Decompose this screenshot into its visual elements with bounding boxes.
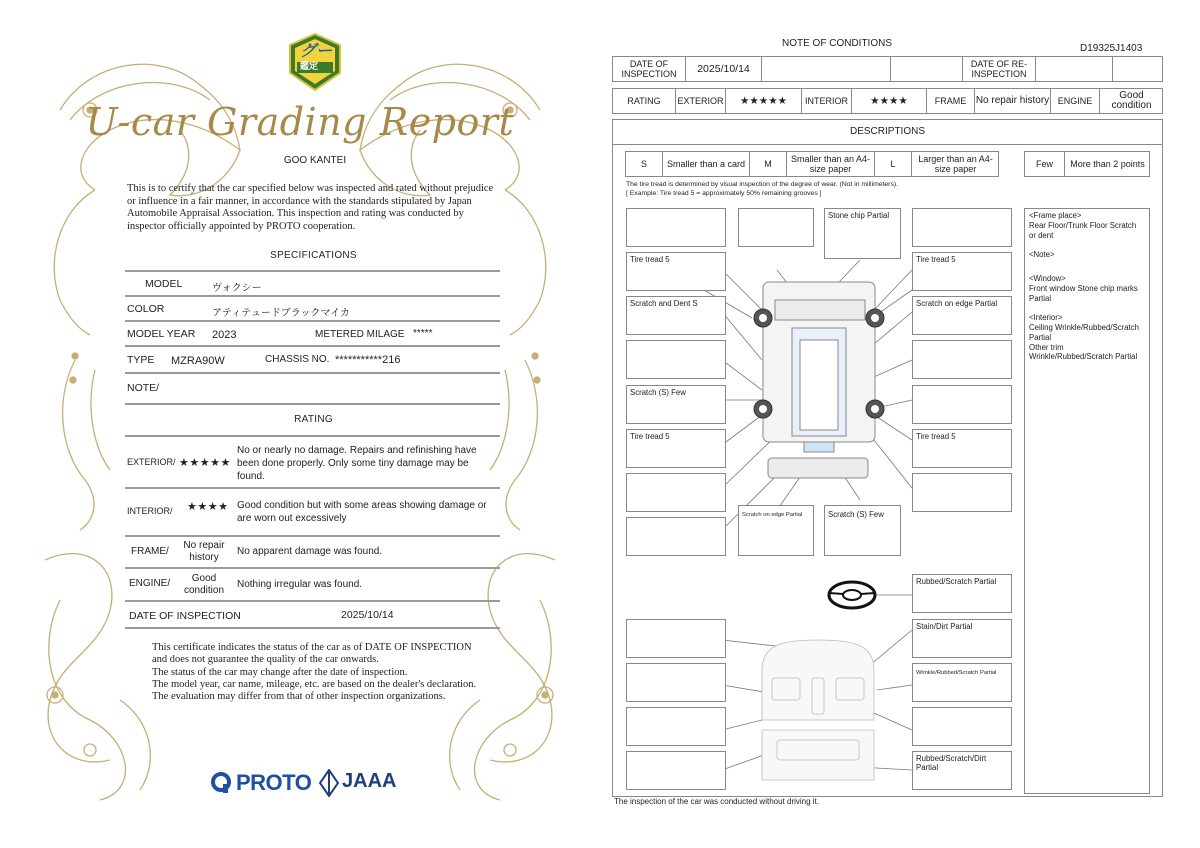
legend-few-text: More than 2 points [1070,159,1145,169]
spec-row-model-year [125,322,500,347]
certificate-intro: This is to certify that the car specified below was inspected and rated without prejudice or influence in a fair manner, in accordance with the standards stipulated by Japan Automobile Appraisal Association. This inspection and rating was conducted by inspector officially appointed by PROTO cooperation. [127,183,494,232]
damage-box-left-front-tire: Tire tread 5 [626,252,726,291]
inspection-date-value: 2025/10/14 [341,609,394,621]
engine-label: ENGINE/ [129,578,171,589]
disclaimer-line: The evaluation may differ from that of other inspection organizations. [152,691,446,703]
proto-logo-icon [210,771,232,795]
rating-row-interior [125,489,500,537]
disclaimer-line: The model year, car name, mileage, etc. are based on the dealer's declaration. [152,678,477,690]
inspection-date-label: DATE OF INSPECTION [129,610,241,622]
tire-note [626,180,898,198]
engine-value: Good condition [183,573,225,596]
damage-box [912,208,1012,247]
damage-box [912,707,1012,746]
note-label: NOTE/ [127,382,160,394]
certificate-title: U-car Grading Report [85,100,515,144]
type-value: MZRA90W [171,355,225,367]
damage-box [626,663,726,702]
chassis-value: ***********216 [335,354,401,366]
proto-logo-text: PROTO [236,770,312,795]
note-heading: <Note> [1029,250,1055,260]
jaaa-logo-icon [319,769,339,797]
damage-box-left-front-door: Scratch and Dent S [626,296,726,335]
empty-cell [762,57,891,81]
inspection-date-table [612,56,1163,82]
legend-m-key: M [750,152,787,176]
damage-box [626,340,726,379]
damage-box [912,340,1012,379]
type-label: TYPE [127,354,155,366]
frame-place-heading: <Frame place> [1029,211,1082,220]
exterior-stars: ★★★★★ [726,89,802,113]
interior-stars: ★★★★ [187,501,229,513]
rating-table [612,88,1163,114]
frame-value: No repair history [183,540,225,563]
date-inspection-value: 2025/10/14 [686,57,762,81]
date-reinspection-label: DATE OF RE-INSPECTION [963,57,1036,81]
interior-heading: <Interior> [1029,313,1063,323]
empty-cell [1113,57,1163,81]
legend-l-text: Larger than an A4-size paper [918,154,993,174]
damage-box [626,707,726,746]
engine-value: Good condition [1111,90,1152,111]
tire-note-line: [ Example: Tire tread 5 = approximately 50% remaining grooves ] [626,190,822,197]
exterior-stars: ★★★★★ [179,457,231,469]
damage-box [626,751,726,790]
tire-note-line: The tire tread is determined by visual inspection of the degree of wear. (Not in millimeters). [626,181,898,188]
mileage-value: ***** [413,328,433,339]
certificate-disclaimer [152,642,482,703]
damage-box-right-front-tire: Tire tread 5 [912,252,1012,291]
empty-cell [891,57,963,81]
damage-box [626,619,726,658]
damage-box [738,208,814,247]
legend-few-key: Few [1025,152,1065,176]
specifications-heading: SPECIFICATIONS [270,250,357,261]
model-label: MODEL [145,278,183,290]
spec-row-color [125,297,500,322]
damage-box [912,385,1012,424]
rating-row-engine [125,569,500,602]
frame-label: FRAME [927,89,975,113]
model-value: ヴォクシー [212,283,262,294]
mileage-label: METERED MILAGE [315,329,405,340]
interior-stars: ★★★★ [852,89,927,113]
damage-box-interior-seat: Wrinkle/Rubbed/Scratch Partial [912,663,1012,702]
damage-box [626,517,726,556]
disclaimer-line: This certificate indicates the status of the car as of DATE OF INSPECTION and does not guarantee the quality of the car onwards. [152,642,472,666]
frame-place-text: Rear Floor/Trunk Floor Scratch or dent [1029,220,1137,240]
damage-box-right-rear-tire: Tire tread 5 [912,429,1012,468]
damage-box-top-windshield: Stone chip Partial [824,208,901,259]
descriptions-heading: DESCRIPTIONS [612,119,1163,145]
size-legend [625,151,999,177]
chassis-label: CHASSIS NO. [265,354,330,365]
interior-description: Good condition but with some areas showing damage or are worn out excessively [237,500,487,524]
damage-box-interior-front: Stain/Dirt Partial [912,619,1012,658]
damage-box [912,473,1012,512]
date-reinspection-value [1036,57,1113,81]
rating-row-exterior [125,437,500,489]
steering-wheel-icon [829,582,875,608]
rating-heading: RATING [294,414,333,425]
date-inspection-label: DATE OF INSPECTION [613,57,686,81]
condition-notes-panel [1024,208,1150,794]
exterior-label: EXTERIOR [676,89,726,113]
legend-s-key: S [626,152,663,176]
frame-place-note [1029,211,1145,240]
damage-box-rear-left: Scratch on edge Partial [738,505,814,556]
disclaimer-line: The status of the car may change after the date of inspection. [152,666,408,678]
damage-box-right-front-door: Scratch on edge Partial [912,296,1012,335]
document-id: D19325J1403 [1080,43,1143,54]
legend-l-key: L [875,152,912,176]
damage-box-interior-rear: Rubbed/Scratch/Dirt Partial [912,751,1012,790]
rating-row-frame [125,537,500,569]
damage-box-rear-right: Scratch (S) Few [824,505,901,556]
badge-main-text: 鑑定 [300,61,319,71]
window-heading: <Window> [1029,273,1066,283]
spec-row-note [125,374,500,405]
interior-label: INTERIOR [802,89,852,113]
legend-m-text: Smaller than an A4-size paper [787,152,875,176]
engine-description: Nothing irregular was found. [237,579,363,590]
spec-row-type [125,347,500,374]
color-value: アティテュードブラックマイカ [212,308,350,319]
engine-label: ENGINE [1051,89,1100,113]
exterior-label: EXTERIOR/ [127,457,176,467]
damage-box-steering: Rubbed/Scratch Partial [912,574,1012,613]
spec-row-model [125,272,500,297]
rating-label: RATING [613,89,676,113]
certificate-subtitle: GOO KANTEI [283,155,347,166]
interior-label: INTERIOR/ [127,506,173,516]
interior-text: Other trim Wrinkle/Rubbed/Scratch Partial [1029,342,1138,362]
legend-s-text: Smaller than a card [663,152,750,176]
frame-value: No repair history [975,89,1051,113]
damage-box [626,208,726,247]
damage-box-left-rear-door: Scratch (S) Few [626,385,726,424]
window-text: Front window Stone chip marks Partial [1029,283,1138,303]
interior-note [1029,313,1145,362]
inspection-footer-note: The inspection of the car was conducted without driving it. [614,797,819,806]
inspection-date-row [125,602,500,629]
frame-description: No apparent damage was found. [237,546,383,557]
damage-box [626,473,726,512]
damage-box-left-rear-tire: Tire tread 5 [626,429,726,468]
model-year-label: MODEL YEAR [127,328,196,340]
few-legend [1024,151,1150,177]
frame-label: FRAME/ [131,546,169,557]
exterior-description: No or nearly no damage. Repairs and refinishing have been done properly. Only some tiny damage may be found. [237,445,477,482]
jaaa-logo-text: JAAA [342,770,397,792]
model-year-value: 2023 [212,329,237,341]
color-label: COLOR [127,303,165,315]
window-note [1029,274,1145,303]
badge-top-text: グー [300,43,333,60]
interior-text: Ceiling Wrinkle/Rubbed/Scratch Partial [1029,322,1139,342]
sheet-title: NOTE OF CONDITIONS [782,38,892,49]
